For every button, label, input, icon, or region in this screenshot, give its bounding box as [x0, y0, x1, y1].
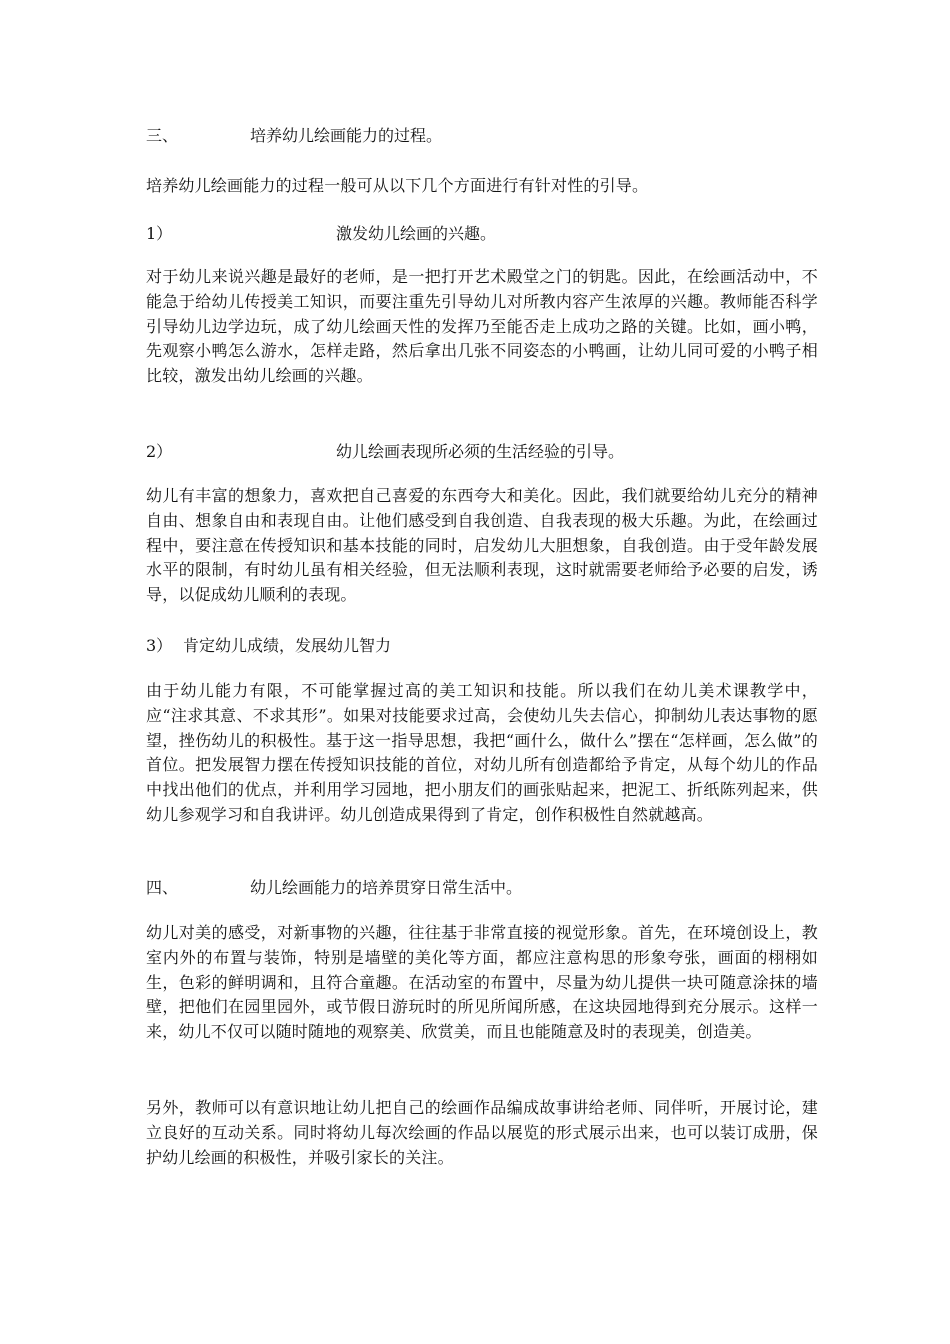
item-1-number: 1）	[146, 224, 173, 243]
item-3-title: 肯定幼儿成绩，发展幼儿智力	[183, 636, 392, 655]
item-1-paragraph: 对于幼儿来说兴趣是最好的老师，是一把打开艺术殿堂之门的钥匙。因此，在绘画活动中，不能急于给幼儿传授美工知识，而要注重先引导幼儿对所教内容产生浓厚的兴趣。教师能否科学引导幼儿边学边玩，成了幼儿绘画天性的发挥乃至能否走上成功之路的关键。比如，画小鸭，先观察小鸭怎么游水，怎样走路，然后拿出几张不同姿态的小鸭画，让幼儿同可爱的小鸭子相比较，激发出幼儿绘画的兴趣。	[146, 267, 818, 386]
intro-paragraph: 培养幼儿绘画能力的过程一般可从以下几个方面进行有针对性的引导。	[146, 176, 649, 195]
section-4-title: 幼儿绘画能力的培养贯穿日常生活中。	[250, 878, 523, 897]
section-3-title: 培养幼儿绘画能力的过程。	[250, 126, 443, 145]
item-2-number: 2）	[146, 442, 173, 461]
item-2-title: 幼儿绘画表现所必须的生活经验的引导。	[336, 442, 625, 461]
item-3-paragraph: 由于幼儿能力有限，不可能掌握过高的美工知识和技能。所以我们在幼儿美术课教学中，应“注求其意、不求其形”。如果对技能要求过高，会使幼儿失去信心，抑制幼儿表达事物的愿望，挫伤幼儿的积极性。基于这一指导思想，我把“画什么，做什么”摆在“怎样画，怎么做”的首位。把发展智力摆在传授知识技能的首位，对幼儿所有创造都给予肯定，从每个幼儿的作品中找出他们的优点，并利用学习园地，把小朋友们的画张贴起来，把泥工、折纸陈列起来，供幼儿参观学习和自我讲评。幼儿创造成果得到了肯定，创作积极性自然就越高。	[146, 681, 818, 824]
section-3-number: 三、	[146, 126, 179, 145]
section-4-heading	[146, 876, 826, 901]
section-3-heading	[146, 124, 826, 149]
item-3-number: 3）	[146, 636, 173, 655]
item-1-title: 激发幼儿绘画的兴趣。	[336, 224, 497, 243]
closing-paragraph: 另外，教师可以有意识地让幼儿把自己的绘画作品编成故事讲给老师、同伴听，开展讨论，建立良好的互动关系。同时将幼儿每次绘画的作品以展览的形式展示出来，也可以装订成册，保护幼儿绘画的积极性，并吸引家长的关注。	[146, 1098, 818, 1167]
section-4-number: 四、	[146, 878, 179, 897]
item-1-heading	[146, 222, 826, 247]
section-4-paragraph: 幼儿对美的感受，对新事物的兴趣，往往基于非常直接的视觉形象。首先，在环境创设上，教室内外的布置与装饰，特别是墙壁的美化等方面，都应注意构思的形象夸张，画面的栩栩如生，色彩的鲜明调和，且符合童趣。在活动室的布置中，尽量为幼儿提供一块可随意涂抹的墙壁，把他们在园里园外，或节假日游玩时的所见所闻所感，在这块园地得到充分展示。这样一来，幼儿不仅可以随时随地的观察美、欣赏美，而且也能随意及时的表现美，创造美。	[146, 923, 818, 1042]
item-2-paragraph: 幼儿有丰富的想象力，喜欢把自己喜爱的东西夸大和美化。因此，我们就要给幼儿充分的精神自由、想象自由和表现自由。让他们感受到自我创造、自我表现的极大乐趣。为此，在绘画过程中，要注意在传授知识和基本技能的同时，启发幼儿大胆想象，自我创造。由于受年龄发展水平的限制，有时幼儿虽有相关经验，但无法顺利表现，这时就需要老师给予必要的启发，诱导，以促成幼儿顺利的表现。	[146, 486, 818, 605]
item-3-heading	[146, 634, 826, 659]
item-2-heading	[146, 440, 826, 465]
